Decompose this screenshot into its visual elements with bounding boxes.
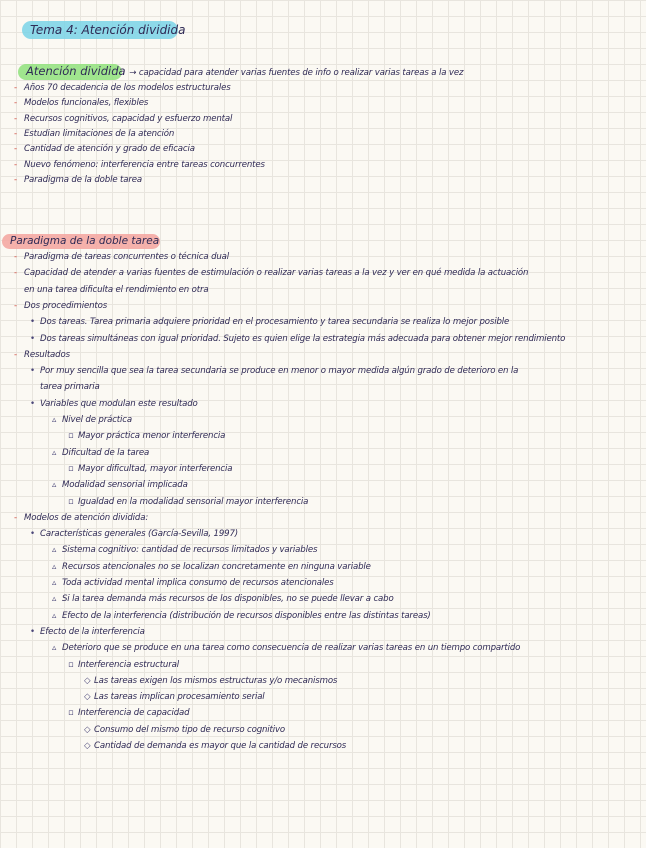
- section1-item-text: Estudian limitaciones de la atención: [24, 128, 175, 139]
- bullet-marker: ▫: [68, 463, 74, 474]
- bullet-marker: -: [14, 83, 17, 93]
- bullet-marker: •: [30, 317, 35, 328]
- section1-item: [14, 143, 195, 155]
- section2-line-text: Dificultad de la tarea: [62, 447, 150, 458]
- section2-line-text: Paradigma de tareas concurrentes o técnica dual: [24, 252, 230, 262]
- bullet-marker: -: [14, 349, 17, 360]
- section2-line-text: Cantidad de demanda es mayor que la cantidad de recursos: [94, 741, 347, 751]
- section1-item-text: Recursos cognitivos, capacidad y esfuerzo mental: [24, 113, 233, 124]
- section2-line: [30, 333, 565, 345]
- section2-line-text: Si la tarea demanda más recursos de los disponibles, no se puede llevar a cabo: [62, 594, 394, 605]
- section2-line: [30, 528, 238, 540]
- bullet-marker: ▵: [52, 594, 57, 605]
- section1-item-text: Modelos funcionales, flexibles: [24, 98, 149, 109]
- bullet-marker: ▵: [52, 545, 57, 556]
- section2-line-text: Por muy sencilla que sea la tarea secundaria se produce en menor o mayor medida algún grado de deterioro en la: [40, 366, 519, 377]
- section2-line-text: Recursos atencionales no se localizan concretamente en ninguna variable: [62, 561, 371, 572]
- section2-line: [52, 642, 520, 654]
- section2-line-text: Resultados: [24, 349, 70, 360]
- section2-line: [14, 267, 528, 279]
- bullet-marker: ▵: [52, 643, 57, 654]
- section2-line: [52, 414, 132, 426]
- bullet-marker: •: [30, 366, 35, 377]
- section2-line-text: Interferencia de capacidad: [78, 708, 190, 719]
- section1-item-text: Paradigma de la doble tarea: [24, 174, 143, 185]
- section1-item-text: Nuevo fenómeno: interferencia entre tareas concurrentes: [24, 159, 265, 170]
- bullet-marker: •: [30, 398, 35, 409]
- bullet-marker: ◇: [84, 741, 91, 751]
- section1-item: [14, 113, 232, 125]
- section1-heading: Atención dividida: [26, 64, 126, 78]
- bullet-marker: ▵: [52, 447, 57, 458]
- section2-line-text: Sistema cognitivo: cantidad de recursos limitados y variables: [62, 545, 318, 556]
- bullet-marker: -: [14, 252, 17, 262]
- section1-item: [14, 82, 231, 94]
- section2-line-text: Mayor dificultad, mayor interferencia: [78, 463, 233, 474]
- section2-line: [84, 740, 346, 752]
- section2-line: [52, 561, 371, 573]
- section2-line: [30, 365, 518, 377]
- section2-line-text: Dos tareas simultáneas con igual prioridad. Sujeto es quien elige la estrategia más adecuada para obtener mejor rendimiento: [40, 333, 566, 344]
- section2-line: [14, 251, 229, 263]
- section1-item-text: Años 70 decadencia de los modelos estructurales: [24, 83, 231, 93]
- section2-line-text: Características generales (García-Sevilla, 1997): [40, 529, 238, 540]
- section2-line: [68, 659, 179, 671]
- bullet-marker: ◇: [84, 675, 91, 686]
- section1-item: [14, 174, 142, 186]
- page-title: Tema 4: Atención dividida: [30, 23, 186, 37]
- section2-line-text: Dos procedimientos: [24, 300, 108, 311]
- bullet-marker: ▵: [52, 610, 57, 621]
- section2-line-text: Variables que modulan este resultado: [40, 398, 198, 409]
- section2-line: [24, 284, 209, 296]
- section1-item: [14, 128, 174, 140]
- section2-line-text: Las tareas implican procesamiento serial: [94, 692, 265, 703]
- section1-item-text: Cantidad de atención y grado de eficacia: [24, 144, 195, 155]
- section2-line-text: Mayor práctica menor interferencia: [78, 431, 226, 442]
- section2-line-text: Las tareas exigen los mismos estructuras y/o mecanismos: [94, 675, 338, 686]
- section2-line: [52, 593, 394, 605]
- section2-line: [84, 691, 265, 703]
- section1-definition: → capacidad para atender varias fuentes de info o realizar varias tareas a la vez: [129, 68, 464, 78]
- section2-line: [68, 496, 308, 508]
- section2-line: [68, 707, 189, 719]
- section2-line: [14, 512, 148, 524]
- bullet-marker: ▫: [68, 659, 74, 670]
- bullet-marker: ◇: [84, 692, 91, 703]
- section2-line: [84, 724, 285, 736]
- section2-line: [68, 463, 232, 475]
- section2-line: [14, 349, 70, 361]
- section2-line: [52, 610, 431, 622]
- bullet-marker: ◇: [84, 724, 91, 735]
- bullet-marker: -: [14, 268, 17, 279]
- section2-line-text: tarea primaria: [40, 382, 100, 393]
- bullet-marker: ▫: [68, 496, 74, 507]
- bullet-marker: •: [30, 333, 35, 344]
- section2-line: [40, 381, 100, 393]
- bullet-marker: -: [14, 113, 17, 124]
- bullet-marker: -: [14, 300, 17, 311]
- section2-line-text: Capacidad de atender a varias fuentes de estimulación o realizar varias tareas a la vez y ver en qué medida la actuación: [24, 268, 529, 279]
- section2-line: [30, 398, 198, 410]
- section2-line-text: Consumo del mismo tipo de recurso cognitivo: [94, 724, 286, 735]
- section2-line: [52, 544, 317, 556]
- section2-line-text: Nivel de práctica: [62, 415, 132, 425]
- section2-line: [84, 675, 337, 687]
- bullet-marker: -: [14, 174, 17, 185]
- bullet-marker: ▵: [52, 578, 57, 588]
- section2-line-text: Modalidad sensorial implicada: [62, 480, 188, 491]
- section2-heading: Paradigma de la doble tarea: [10, 235, 160, 247]
- section2-line-text: Igualdad en la modalidad sensorial mayor interferencia: [78, 496, 309, 507]
- section2-line-text: en una tarea dificulta el rendimiento en otra: [24, 284, 209, 295]
- bullet-marker: •: [30, 529, 35, 540]
- section2-line: [52, 447, 149, 459]
- section1-heading-line: [26, 64, 463, 81]
- section2-line-text: Efecto de la interferencia (distribución de recursos disponibles entre las distintas tareas): [62, 610, 431, 621]
- section2-line-text: Dos tareas. Tarea primaria adquiere prioridad en el procesamiento y tarea secundaria se realiza lo mejor posible: [40, 317, 510, 328]
- section2-line: [52, 577, 334, 589]
- bullet-marker: •: [30, 626, 35, 637]
- section2-line-text: Efecto de la interferencia: [40, 626, 145, 637]
- section2-line: [30, 316, 509, 328]
- section1-item: [14, 97, 148, 109]
- section2-line-text: Toda actividad mental implica consumo de recursos atencionales: [62, 578, 334, 588]
- section2-line: [68, 430, 225, 442]
- bullet-marker: ▫: [68, 431, 74, 442]
- bullet-marker: ▵: [52, 415, 57, 425]
- bullet-marker: ▵: [52, 561, 57, 572]
- section2-line: [52, 479, 188, 491]
- bullet-marker: -: [14, 144, 17, 155]
- section2-line-text: Deterioro que se produce en una tarea como consecuencia de realizar varias tareas en un tiempo compartido: [62, 643, 521, 654]
- bullet-marker: -: [14, 512, 17, 523]
- bullet-marker: ▫: [68, 708, 74, 719]
- section2-line-text: Interferencia estructural: [78, 659, 179, 670]
- section2-line-text: Modelos de atención dividida:: [24, 512, 149, 523]
- section2-line: [14, 300, 107, 312]
- bullet-marker: ▵: [52, 480, 57, 491]
- bullet-marker: -: [14, 159, 17, 170]
- section1-item: [14, 159, 265, 171]
- bullet-marker: -: [14, 98, 17, 109]
- section2-line: [30, 626, 145, 638]
- bullet-marker: -: [14, 128, 17, 139]
